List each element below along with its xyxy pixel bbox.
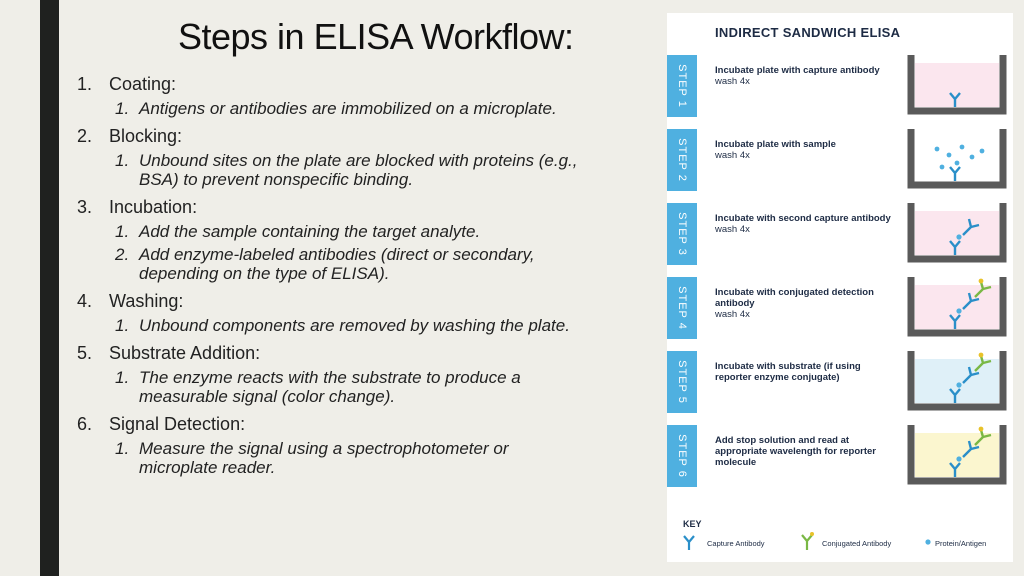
substep-item	[77, 222, 637, 241]
substep-number: 1.	[115, 151, 130, 170]
figure-title: INDIRECT SANDWICH ELISA	[715, 25, 901, 40]
step-label: Coating:	[109, 74, 177, 94]
step-item	[77, 342, 637, 406]
conjugated-antibody-key-icon	[799, 531, 815, 551]
figure-key	[667, 513, 1013, 562]
substep-number: 1.	[115, 99, 130, 118]
step-tab: STEP 3	[667, 203, 697, 265]
step-label: Washing:	[109, 291, 184, 311]
step-heading	[77, 290, 637, 312]
substep-number: 1.	[115, 222, 130, 241]
step-heading	[77, 73, 637, 95]
step-heading	[77, 342, 637, 364]
step-description	[715, 435, 895, 468]
substep-text: The enzyme reacts with the substrate to produce a measurable signal (color change).	[139, 368, 521, 406]
figure-step-row	[667, 351, 1013, 413]
step-item	[77, 413, 637, 477]
step-label: Signal Detection:	[109, 414, 246, 434]
step-description-wash: wash 4x	[715, 224, 750, 235]
step-tab: STEP 6	[667, 425, 697, 487]
figure-step-row	[667, 425, 1013, 487]
figure-step-row	[667, 277, 1013, 339]
steps-list	[77, 73, 637, 484]
substep-item	[77, 368, 637, 406]
step-description-main: Incubate with substrate (if using reporter enzyme conjugate)	[715, 361, 861, 383]
substep-number: 1.	[115, 368, 130, 387]
key-conjugated-label: Conjugated Antibody	[822, 539, 892, 548]
substep-item	[77, 151, 637, 189]
step-number: 4.	[77, 291, 93, 311]
substep-item	[77, 245, 637, 283]
slide-title: Steps in ELISA Workflow:	[178, 16, 574, 57]
substep-item	[77, 316, 637, 335]
step-tab: STEP 2	[667, 129, 697, 191]
microplate-well-icon	[907, 55, 1007, 117]
step-description	[715, 287, 895, 320]
substep-text: Add the sample containing the target analyte.	[139, 222, 481, 241]
step-item	[77, 196, 637, 283]
step-number: 6.	[77, 414, 93, 434]
substep-text: Measure the signal using a spectrophotometer or microplate reader.	[139, 439, 509, 477]
key-title: KEY	[683, 519, 702, 529]
step-number: 2.	[77, 126, 93, 146]
step-number: 3.	[77, 197, 93, 217]
substep-text: Unbound components are removed by washing the plate.	[139, 316, 570, 335]
substep-text: Unbound sites on the plate are blocked with proteins (e.g., BSA) to prevent nonspecific binding.	[139, 151, 578, 189]
step-number: 1.	[77, 74, 93, 94]
step-label: Incubation:	[109, 197, 198, 217]
step-number: 5.	[77, 343, 93, 363]
microplate-well-icon	[907, 425, 1007, 487]
microplate-well-icon	[907, 277, 1007, 339]
step-description-main: Add stop solution and read at appropriate wavelength for reporter molecule	[715, 435, 877, 468]
step-heading	[77, 196, 637, 218]
capture-antibody-key-icon	[681, 533, 697, 551]
figure-step-row	[667, 55, 1013, 117]
step-description-wash: wash 4x	[715, 76, 750, 87]
figure-step-row	[667, 129, 1013, 191]
microplate-well-icon	[907, 351, 1007, 413]
step-description-main: Incubate plate with capture antibody	[715, 65, 880, 76]
substep-number: 1.	[115, 439, 130, 458]
substep-number: 1.	[115, 316, 130, 335]
substep-item	[77, 99, 637, 118]
key-capture-label: Capture Antibody	[707, 539, 765, 548]
substep-item	[77, 439, 637, 477]
step-description	[715, 361, 895, 383]
left-accent-bar	[40, 0, 59, 576]
step-tab: STEP 1	[667, 55, 697, 117]
step-label: Substrate Addition:	[109, 343, 261, 363]
step-item	[77, 125, 637, 189]
step-description-wash: wash 4x	[715, 309, 750, 320]
step-label: Blocking:	[109, 126, 183, 146]
step-tab: STEP 5	[667, 351, 697, 413]
key-protein-label: Protein/Antigen	[935, 539, 987, 548]
microplate-well-icon	[907, 129, 1007, 191]
step-description	[715, 213, 895, 235]
step-heading	[77, 413, 637, 435]
step-item	[77, 73, 637, 118]
substep-text: Antigens or antibodies are immobilized on a microplate.	[139, 99, 557, 118]
step-description-main: Incubate with conjugated detection antibody	[715, 287, 874, 309]
figure-step-row	[667, 203, 1013, 265]
microplate-well-icon	[907, 203, 1007, 265]
step-description	[715, 139, 895, 161]
step-description-main: Incubate with second capture antibody	[715, 213, 891, 224]
step-tab: STEP 4	[667, 277, 697, 339]
step-description	[715, 65, 895, 87]
substep-number: 2.	[115, 245, 130, 264]
substep-text: Add enzyme-labeled antibodies (direct or secondary, depending on the type of ELISA).	[139, 245, 535, 283]
step-description-main: Incubate plate with sample	[715, 139, 836, 150]
protein-antigen-key-icon	[923, 537, 933, 547]
elisa-figure	[667, 13, 1013, 562]
step-description-wash: wash 4x	[715, 150, 750, 161]
step-item	[77, 290, 637, 335]
step-heading	[77, 125, 637, 147]
